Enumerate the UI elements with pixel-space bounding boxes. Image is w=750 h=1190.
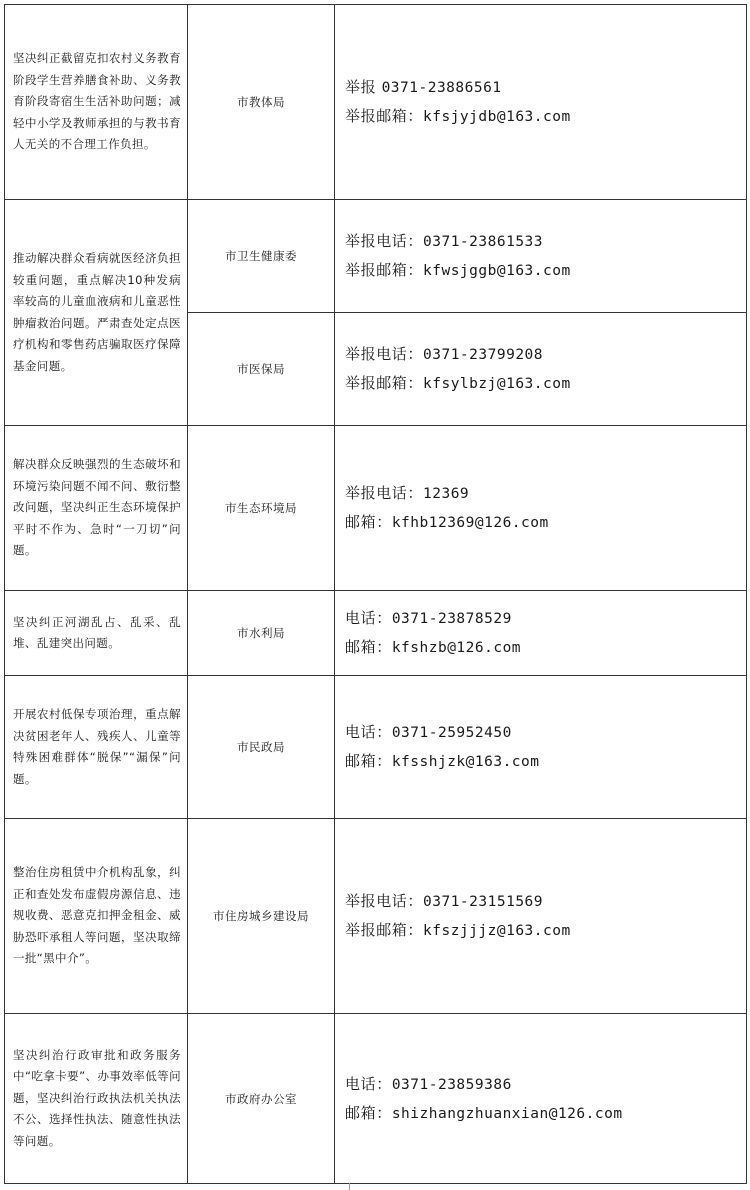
- contact-cell: [335, 200, 747, 313]
- contact-label: 举报: [345, 78, 377, 96]
- email-address: kfszjjjz@163.com: [423, 923, 571, 939]
- email-address: kfsjyjdb@163.com: [423, 109, 571, 125]
- contact-cell: [335, 5, 747, 200]
- contact-label: 举报电话：: [345, 892, 424, 910]
- issue-text: 整治住房租赁中介机构乱象，纠正和查处发布虚假房源信息、违规收费、恶意克扣押金租金、威胁恐吓承租人等问题，坚决取缔一批“黑中介”。: [13, 865, 181, 966]
- contact-label: 邮箱：: [345, 1103, 392, 1122]
- issue-text: 坚决纠正截留克扣农村义务教育阶段学生营养膳食补助、义务教育阶段寄宿生生活补助问题；减轻中小学及教师承担的与教书育人无关的不合理工作负担。: [13, 51, 181, 152]
- contact-line: [345, 102, 734, 131]
- department-cell: [188, 1014, 335, 1184]
- phone-number: 0371-23886561: [381, 80, 502, 96]
- email-address: kfshzb@126.com: [391, 640, 522, 656]
- phone-number: 0371-25952450: [391, 725, 512, 741]
- issue-text: 解决群众反映强烈的生态破坏和环境污染问题不闻不问、敷衍整改问题，坚决纠正生态环境保护平时不作为、急时“一刀切”问题。: [13, 457, 181, 558]
- issue-text: 推动解决群众看病就医经济负担较重问题，重点解决10种发病率较高的儿童血液病和儿童恶性肿瘤救治问题。严肃查处定点医疗机构和零售药店骗取医疗保障基金问题。: [13, 251, 181, 373]
- phone-number: 0371-23861533: [423, 234, 544, 250]
- contact-line: [345, 633, 734, 662]
- contact-label: 邮箱：: [345, 513, 392, 531]
- email-address: kfhb12369@126.com: [391, 515, 549, 531]
- email-address: kfsylbzj@163.com: [423, 376, 571, 392]
- contact-label: 邮箱：: [345, 752, 392, 770]
- phone-number: 0371-23799208: [423, 347, 544, 363]
- contact-line: [345, 369, 734, 398]
- page-edge-mark: [349, 1183, 350, 1190]
- contact-line: [345, 227, 734, 256]
- contact-line: [345, 508, 734, 537]
- department-name: 市住房城乡建设局: [213, 909, 309, 923]
- contact-line: [345, 256, 734, 285]
- phone-number: 0371-23878529: [391, 611, 512, 627]
- department-name: 市民政局: [237, 740, 285, 754]
- contact-label: 电话：: [345, 723, 392, 741]
- contact-line: [345, 1070, 734, 1099]
- department-cell: [188, 5, 335, 200]
- contact-line: [345, 1099, 734, 1128]
- contact-label: 电话：: [345, 609, 392, 627]
- department-cell: [188, 591, 335, 676]
- table-row: [5, 676, 747, 819]
- issue-cell: [5, 591, 188, 676]
- table-row: [5, 1014, 747, 1184]
- table-row: [5, 819, 747, 1014]
- issue-text: 开展农村低保专项治理，重点解决贫困老年人、残疾人、儿童等特殊困难群体“脱保”“漏保”问题。: [13, 707, 181, 786]
- table-row: [5, 426, 747, 591]
- table-row: [5, 591, 747, 676]
- email-address: kfsshjzk@163.com: [391, 754, 540, 770]
- department-cell: [188, 819, 335, 1014]
- contact-label: 邮箱：: [345, 638, 392, 656]
- department-cell: [188, 313, 335, 426]
- department-name: 市水利局: [237, 626, 285, 640]
- department-name: 市医保局: [237, 362, 285, 376]
- contact-label: 举报邮箱：: [345, 107, 424, 125]
- contact-label: 举报电话：: [345, 345, 424, 363]
- department-cell: [188, 200, 335, 313]
- contact-label: 电话：: [345, 1074, 392, 1093]
- phone-number: 0371-23859386: [391, 1076, 512, 1093]
- contact-line: [345, 887, 734, 916]
- contact-line: [345, 916, 734, 945]
- table-row: [5, 200, 747, 313]
- email-address: shizhangzhuanxian@126.com: [391, 1105, 623, 1122]
- contact-cell: [335, 313, 747, 426]
- contact-label: 举报邮箱：: [345, 261, 424, 279]
- issue-cell: [5, 819, 188, 1014]
- issue-cell: [5, 5, 188, 200]
- department-name: 市政府办公室: [225, 1091, 297, 1106]
- contact-line: [345, 73, 734, 102]
- contact-line: [345, 340, 734, 369]
- phone-number: 0371-23151569: [423, 894, 544, 910]
- contact-label: 举报电话：: [345, 232, 424, 250]
- phone-number: 12369: [423, 486, 470, 502]
- issue-text: 坚决纠治行政审批和政务服务中“吃拿卡要”、办事效率低等问题，坚决纠治行政执法机关执法不公、选择性执法、随意性执法等问题。: [13, 1047, 181, 1148]
- contact-line: [345, 747, 734, 776]
- complaint-contact-table: [4, 4, 747, 1184]
- contact-line: [345, 718, 734, 747]
- contact-cell: [335, 426, 747, 591]
- contact-line: [345, 479, 734, 508]
- issue-cell: [5, 676, 188, 819]
- contact-cell: [335, 591, 747, 676]
- issue-cell: [5, 426, 188, 591]
- department-name: 市教体局: [237, 95, 285, 109]
- contact-label: 举报电话：: [345, 484, 424, 502]
- table-row: [5, 5, 747, 200]
- contact-line: [345, 604, 734, 633]
- contact-cell: [335, 676, 747, 819]
- issue-cell: [5, 1014, 188, 1184]
- issue-text: 坚决纠正河湖乱占、乱采、乱堆、乱建突出问题。: [13, 614, 181, 650]
- department-cell: [188, 676, 335, 819]
- contact-label: 举报邮箱：: [345, 374, 424, 392]
- department-name: 市卫生健康委: [225, 249, 297, 263]
- contact-cell: [335, 1014, 747, 1184]
- contact-label: 举报邮箱：: [345, 921, 424, 939]
- department-name: 市生态环境局: [225, 501, 297, 515]
- contact-cell: [335, 819, 747, 1014]
- issue-cell: [5, 200, 188, 426]
- email-address: kfwsjggb@163.com: [423, 263, 571, 279]
- department-cell: [188, 426, 335, 591]
